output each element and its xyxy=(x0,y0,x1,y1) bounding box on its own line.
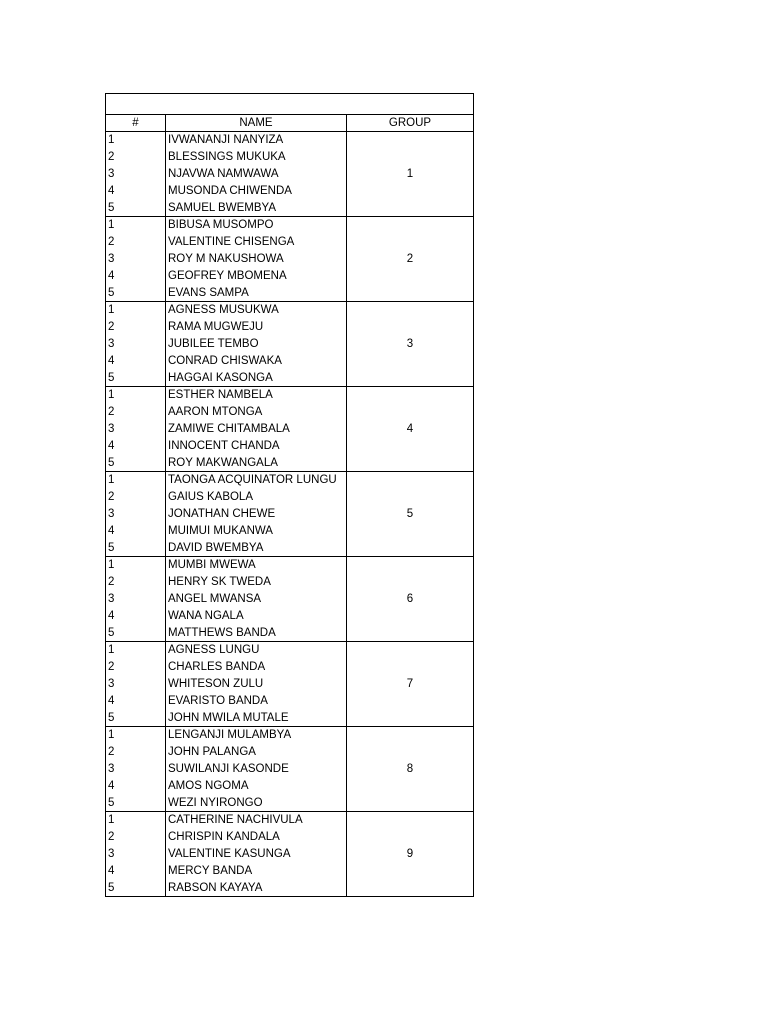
member-number: 2 xyxy=(106,659,166,676)
table-title xyxy=(106,94,474,115)
table-row xyxy=(106,217,474,234)
member-number: 5 xyxy=(106,285,166,302)
member-name: INNOCENT CHANDA xyxy=(166,438,347,455)
table-row xyxy=(106,472,474,489)
member-name: VALENTINE KASUNGA xyxy=(166,846,347,863)
member-name: JONATHAN CHEWE xyxy=(166,506,347,523)
member-name: AGNESS LUNGU xyxy=(166,642,347,659)
member-name: AMOS NGOMA xyxy=(166,778,347,795)
header-row xyxy=(106,115,474,132)
member-number: 5 xyxy=(106,880,166,897)
member-name: RAMA MUGWEJU xyxy=(166,319,347,336)
member-name: WHITESON ZULU xyxy=(166,676,347,693)
group-number: 8 xyxy=(347,727,474,812)
member-number: 2 xyxy=(106,404,166,421)
table-row xyxy=(106,642,474,659)
member-number: 5 xyxy=(106,455,166,472)
member-number: 1 xyxy=(106,812,166,829)
member-number: 1 xyxy=(106,302,166,319)
member-number: 3 xyxy=(106,166,166,183)
group-number: 5 xyxy=(347,472,474,557)
member-name: ANGEL MWANSA xyxy=(166,591,347,608)
member-name: LENGANJI MULAMBYA xyxy=(166,727,347,744)
member-number: 3 xyxy=(106,676,166,693)
member-number: 1 xyxy=(106,727,166,744)
member-number: 5 xyxy=(106,200,166,217)
member-name: HENRY SK TWEDA xyxy=(166,574,347,591)
member-name: ZAMIWE CHITAMBALA xyxy=(166,421,347,438)
table-row xyxy=(106,727,474,744)
table-row xyxy=(106,557,474,574)
member-number: 5 xyxy=(106,795,166,812)
member-number: 5 xyxy=(106,625,166,642)
group-number: 7 xyxy=(347,642,474,727)
member-name: MUSONDA CHIWENDA xyxy=(166,183,347,200)
group-number: 9 xyxy=(347,812,474,897)
member-name: CONRAD CHISWAKA xyxy=(166,353,347,370)
member-name: SAMUEL BWEMBYA xyxy=(166,200,347,217)
member-name: IVWANANJI NANYIZA xyxy=(166,132,347,149)
table-row xyxy=(106,302,474,319)
member-name: AGNESS MUSUKWA xyxy=(166,302,347,319)
member-name: GAIUS KABOLA xyxy=(166,489,347,506)
member-name: DAVID BWEMBYA xyxy=(166,540,347,557)
member-name: MATTHEWS BANDA xyxy=(166,625,347,642)
member-number: 2 xyxy=(106,234,166,251)
member-name: RABSON KAYAYA xyxy=(166,880,347,897)
member-name: BLESSINGS MUKUKA xyxy=(166,149,347,166)
member-number: 4 xyxy=(106,693,166,710)
group-number: 3 xyxy=(347,302,474,387)
member-number: 4 xyxy=(106,608,166,625)
group-number: 1 xyxy=(347,132,474,217)
member-name: CATHERINE NACHIVULA xyxy=(166,812,347,829)
header-number: # xyxy=(106,115,166,132)
member-number: 1 xyxy=(106,642,166,659)
member-number: 4 xyxy=(106,438,166,455)
member-name: BIBUSA MUSOMPO xyxy=(166,217,347,234)
member-number: 1 xyxy=(106,557,166,574)
title-row xyxy=(106,94,474,115)
member-name: MUMBI MWEWA xyxy=(166,557,347,574)
member-name: CHARLES BANDA xyxy=(166,659,347,676)
table-row xyxy=(106,132,474,149)
header-group: GROUP xyxy=(347,115,474,132)
member-number: 4 xyxy=(106,778,166,795)
member-name: HAGGAI KASONGA xyxy=(166,370,347,387)
member-name: EVANS SAMPA xyxy=(166,285,347,302)
member-name: NJAVWA NAMWAWA xyxy=(166,166,347,183)
member-name: WANA NGALA xyxy=(166,608,347,625)
member-number: 1 xyxy=(106,132,166,149)
member-number: 3 xyxy=(106,761,166,778)
member-number: 3 xyxy=(106,421,166,438)
member-number: 2 xyxy=(106,829,166,846)
member-number: 4 xyxy=(106,268,166,285)
table-row xyxy=(106,387,474,404)
member-name: AARON MTONGA xyxy=(166,404,347,421)
member-number: 4 xyxy=(106,863,166,880)
member-number: 2 xyxy=(106,489,166,506)
group-roster-table xyxy=(105,93,474,897)
group-number: 2 xyxy=(347,217,474,302)
member-name: ROY M NAKUSHOWA xyxy=(166,251,347,268)
member-number: 2 xyxy=(106,149,166,166)
member-number: 3 xyxy=(106,336,166,353)
member-name: JOHN PALANGA xyxy=(166,744,347,761)
member-name: ESTHER NAMBELA xyxy=(166,387,347,404)
group-number: 6 xyxy=(347,557,474,642)
member-name: EVARISTO BANDA xyxy=(166,693,347,710)
member-name: MERCY BANDA xyxy=(166,863,347,880)
member-number: 4 xyxy=(106,353,166,370)
member-number: 3 xyxy=(106,846,166,863)
member-number: 2 xyxy=(106,319,166,336)
member-number: 3 xyxy=(106,506,166,523)
member-name: VALENTINE CHISENGA xyxy=(166,234,347,251)
member-name: SUWILANJI KASONDE xyxy=(166,761,347,778)
member-number: 5 xyxy=(106,710,166,727)
member-number: 2 xyxy=(106,574,166,591)
member-number: 5 xyxy=(106,540,166,557)
roster-body xyxy=(106,132,474,897)
member-number: 1 xyxy=(106,217,166,234)
member-number: 1 xyxy=(106,472,166,489)
member-name: CHRISPIN KANDALA xyxy=(166,829,347,846)
header-name: NAME xyxy=(166,115,347,132)
member-number: 3 xyxy=(106,251,166,268)
table-row xyxy=(106,812,474,829)
member-name: MUIMUI MUKANWA xyxy=(166,523,347,540)
member-number: 5 xyxy=(106,370,166,387)
member-name: JOHN MWILA MUTALE xyxy=(166,710,347,727)
member-number: 4 xyxy=(106,183,166,200)
member-number: 4 xyxy=(106,523,166,540)
group-number: 4 xyxy=(347,387,474,472)
member-number: 3 xyxy=(106,591,166,608)
member-name: JUBILEE TEMBO xyxy=(166,336,347,353)
member-name: TAONGA ACQUINATOR LUNGU xyxy=(166,472,347,489)
member-name: WEZI NYIRONGO xyxy=(166,795,347,812)
member-name: ROY MAKWANGALA xyxy=(166,455,347,472)
member-name: GEOFREY MBOMENA xyxy=(166,268,347,285)
member-number: 2 xyxy=(106,744,166,761)
member-number: 1 xyxy=(106,387,166,404)
